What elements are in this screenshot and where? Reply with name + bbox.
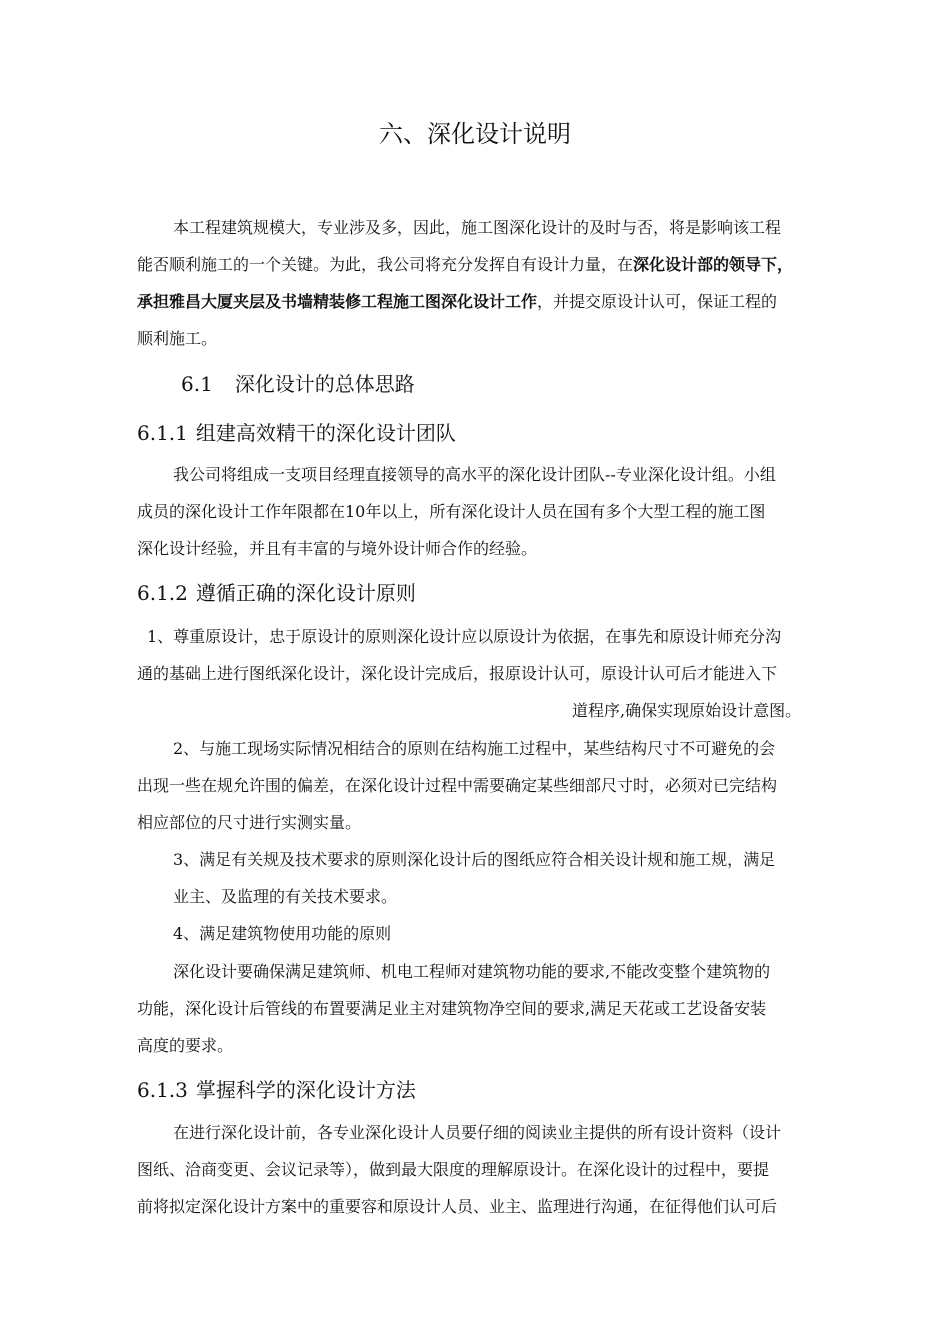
function-line-1: 深化设计要确保满足建筑师、机电工程师对建筑物功能的要求,不能改变整个建筑物的	[173, 962, 771, 981]
section-heading-6-1-3	[137, 1077, 416, 1103]
team-line-3: 深化设计经验，并且有丰富的与境外设计师合作的经验。	[137, 539, 538, 558]
function-line-3: 高度的要求。	[137, 1036, 234, 1055]
intro-line-2-text: 能否顺利施工的一个关键。为此，我公司将充分发挥自有设计力量，在	[137, 255, 634, 274]
principle-4-line-1: 4、满足建筑物使用功能的原则	[173, 924, 392, 943]
section-title: 掌握科学的深化设计方法	[195, 1078, 416, 1102]
intro-line-3-text: ，并提交原设计认可，保证工程的	[537, 292, 778, 311]
intro-line-4: 顺利施工。	[137, 329, 218, 348]
team-line-2: 成员的深化设计工作年限都在10年以上，所有深化设计人员在国有多个大型工程的施工图	[137, 502, 766, 521]
intro-line-3	[137, 291, 777, 313]
section-number: 6.1	[181, 372, 213, 396]
principle-2-line-1: 2、与施工现场实际情况相结合的原则在结构施工过程中，某些结构尺寸不可避免的会	[173, 739, 776, 758]
principle-3-line-1: 3、满足有关规及技术要求的原则深化设计后的图纸应符合相关设计规和施工规，满足	[173, 850, 776, 869]
function-line-2: 功能，深化设计后管线的布置要满足业主对建筑物净空间的要求,满足天花或工艺设备安装	[137, 999, 767, 1018]
section-heading-6-1	[181, 371, 415, 397]
method-line-3: 前将拟定深化设计方案中的重要容和原设计人员、业主、监理进行沟通，在征得他们认可后	[137, 1197, 778, 1216]
principle-1-line-3: 道程序,确保实现原始设计意图。	[572, 701, 802, 720]
principle-1-line-1: 1、尊重原设计，忠于原设计的原则深化设计应以原设计为依据，在事先和原设计师充分沟	[147, 627, 782, 646]
principle-2-line-3: 相应部位的尺寸进行实测实量。	[137, 813, 362, 832]
intro-line-2-emphasis: 深化设计部的领导下，	[633, 255, 794, 274]
section-title: 组建高效精干的深化设计团队	[195, 421, 456, 445]
section-title: 遵循正确的深化设计原则	[195, 581, 416, 605]
principle-2-line-2: 出现一些在规允许围的偏差，在深化设计过程中需要确定某些细部尺寸时，必须对已完结构	[137, 776, 778, 795]
section-number: 6.1.3	[137, 1078, 188, 1102]
section-title: 深化设计的总体思路	[234, 372, 415, 396]
section-number: 6.1.1	[137, 421, 188, 445]
method-line-2: 图纸、洽商变更、会议记录等），做到最大限度的理解原设计。在深化设计的过程中，要提	[137, 1160, 770, 1179]
section-heading-6-1-2	[137, 580, 416, 606]
intro-line-2	[137, 254, 793, 276]
section-number: 6.1.2	[137, 581, 188, 605]
principle-3-line-2: 业主、及监理的有关技术要求。	[173, 887, 398, 906]
page-title: 六、深化设计说明	[379, 120, 571, 148]
section-heading-6-1-1	[137, 420, 456, 446]
intro-line-3-emphasis: 承担雅昌大厦夹层及书墙精装修工程施工图深化设计工作	[137, 292, 538, 311]
intro-line-1: 本工程建筑规模大，专业涉及多，因此，施工图深化设计的及时与否，将是影响该工程	[173, 218, 782, 237]
team-line-1: 我公司将组成一支项目经理直接领导的高水平的深化设计团队--专业深化设计组。小组	[173, 465, 776, 484]
method-line-1: 在进行深化设计前，各专业深化设计人员要仔细的阅读业主提供的所有设计资料（设计	[173, 1123, 782, 1142]
principle-1-line-2: 通的基础上进行图纸深化设计，深化设计完成后，报原设计认可，原设计认可后才能进入下	[137, 664, 778, 683]
